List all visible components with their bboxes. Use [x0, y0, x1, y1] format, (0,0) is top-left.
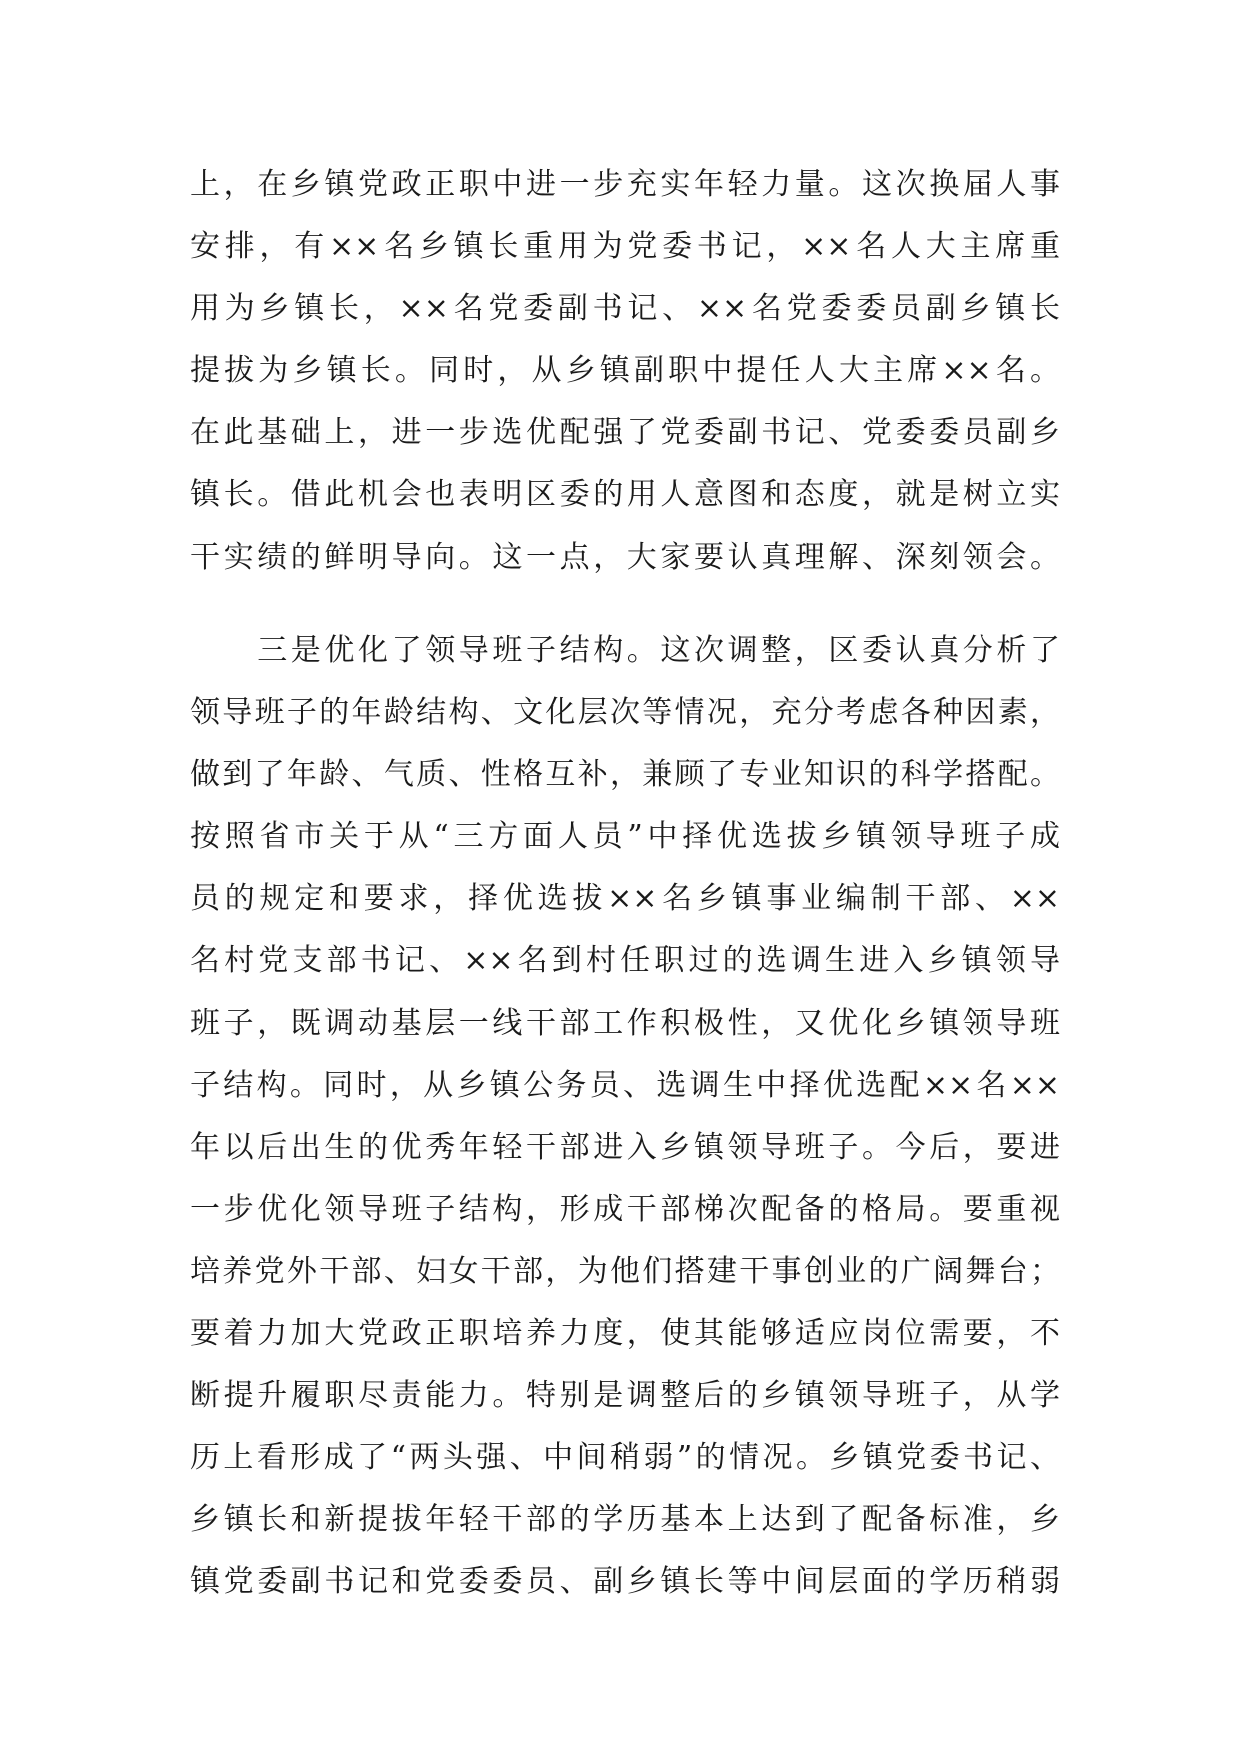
- paragraph-line: 年以后出生的优秀年轻干部进入乡镇领导班子。今后，要进: [190, 1129, 1060, 1165]
- paragraph-line: 做到了年龄、气质、性格互补，兼顾了专业知识的科学搭配。: [190, 757, 1060, 793]
- paragraph-line: 要着力加大党政正职培养力度，使其能够适应岗位需要，不: [190, 1316, 1060, 1352]
- paragraph-line: 提拔为乡镇长。同时，从乡镇副职中提任人大主席××名。: [190, 353, 1060, 389]
- paragraph-line: 三是优化了领导班子结构。这次调整，区委认真分析了: [190, 633, 1060, 668]
- paragraph-line: 领导班子的年龄结构、文化层次等情况，充分考虑各种因素，: [190, 695, 1060, 731]
- paragraph-line: 按照省市关于从“三方面人员”中择优选拔乡镇领导班子成: [190, 819, 1060, 855]
- paragraph-line: 用为乡镇长，××名党委副书记、××名党委委员副乡镇长: [190, 291, 1060, 327]
- paragraph-line: 班子，既调动基层一线干部工作积极性，又优化乡镇领导班: [190, 1005, 1060, 1041]
- paragraph-line: 一步优化领导班子结构，形成干部梯次配备的格局。要重视: [190, 1191, 1060, 1227]
- paragraph-2: [190, 620, 1060, 1614]
- paragraph-line: 员的规定和要求，择优选拔××名乡镇事业编制干部、××: [190, 881, 1060, 917]
- paragraph-line: 历上看形成了“两头强、中间稍弱”的情况。乡镇党委书记、: [190, 1440, 1060, 1476]
- paragraph-line: 培养党外干部、妇女干部，为他们搭建干事创业的广阔舞台；: [190, 1253, 1060, 1289]
- paragraph-line: 在此基础上，进一步选优配强了党委副书记、党委委员副乡: [190, 415, 1060, 451]
- paragraph-line: 名村党支部书记、××名到村任职过的选调生进入乡镇领导: [190, 943, 1060, 979]
- paragraph-line: 安排，有××名乡镇长重用为党委书记，××名人大主席重: [190, 229, 1060, 265]
- paragraph-line: 镇党委副书记和党委委员、副乡镇长等中间层面的学历稍弱: [190, 1564, 1060, 1600]
- paragraph-line: 干实绩的鲜明导向。这一点，大家要认真理解、深刻领会。: [190, 539, 1060, 575]
- paragraph-1: [190, 154, 1060, 589]
- paragraph-line: 断提升履职尽责能力。特别是调整后的乡镇领导班子，从学: [190, 1378, 1060, 1414]
- paragraph-line: 子结构。同时，从乡镇公务员、选调生中择优选配××名××: [190, 1067, 1060, 1103]
- paragraph-line: 上，在乡镇党政正职中进一步充实年轻力量。这次换届人事: [190, 167, 1060, 202]
- paragraph-line: 乡镇长和新提拔年轻干部的学历基本上达到了配备标准，乡: [190, 1502, 1060, 1538]
- paragraph-line: 镇长。借此机会也表明区委的用人意图和态度，就是树立实: [190, 477, 1060, 513]
